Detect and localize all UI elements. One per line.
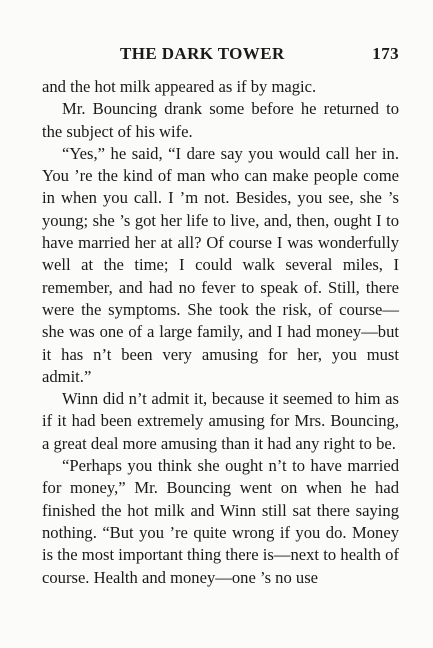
paragraph-4: Winn did n’t admit it, because it seemed to him as if it had been extremely amusing for Mrs. Bouncing, a great deal more amusing than it had any right to be. (42, 389, 399, 453)
running-head (42, 44, 399, 70)
paragraph-5: “Perhaps you think she ought n’t to have married for money,” Mr. Bouncing went on when he had finished the hot milk and Winn still sat there saying nothing. “But you ’re quite wrong if you do. Money is the most important thing there is—next to health of course. Health and money—one ’s no use (42, 456, 399, 587)
page-number: 173 (372, 44, 399, 63)
running-title: THE DARK TOWER (120, 44, 285, 63)
paragraph-1: and the hot milk appeared as if by magic. (42, 77, 317, 96)
body-text (42, 76, 399, 589)
paragraph-2: Mr. Bouncing drank some before he returned to the subject of his wife. (42, 99, 399, 141)
paragraph-3: “Yes,” he said, “I dare say you would call her in. You ’re the kind of man who can make people come in when you call. I ’m not. Besides, you see, she ’s young; she ’s got her life to live, and, then, ought I to have married her at all? Of course I was wonderfully well at the time; I could walk several miles, I remember, and had no fever to speak of. Still, there were the symptoms. She took the risk, of course—she was one of a large family, and I had money—but it has n’t been very amusing for her, you must admit.” (42, 143, 399, 386)
